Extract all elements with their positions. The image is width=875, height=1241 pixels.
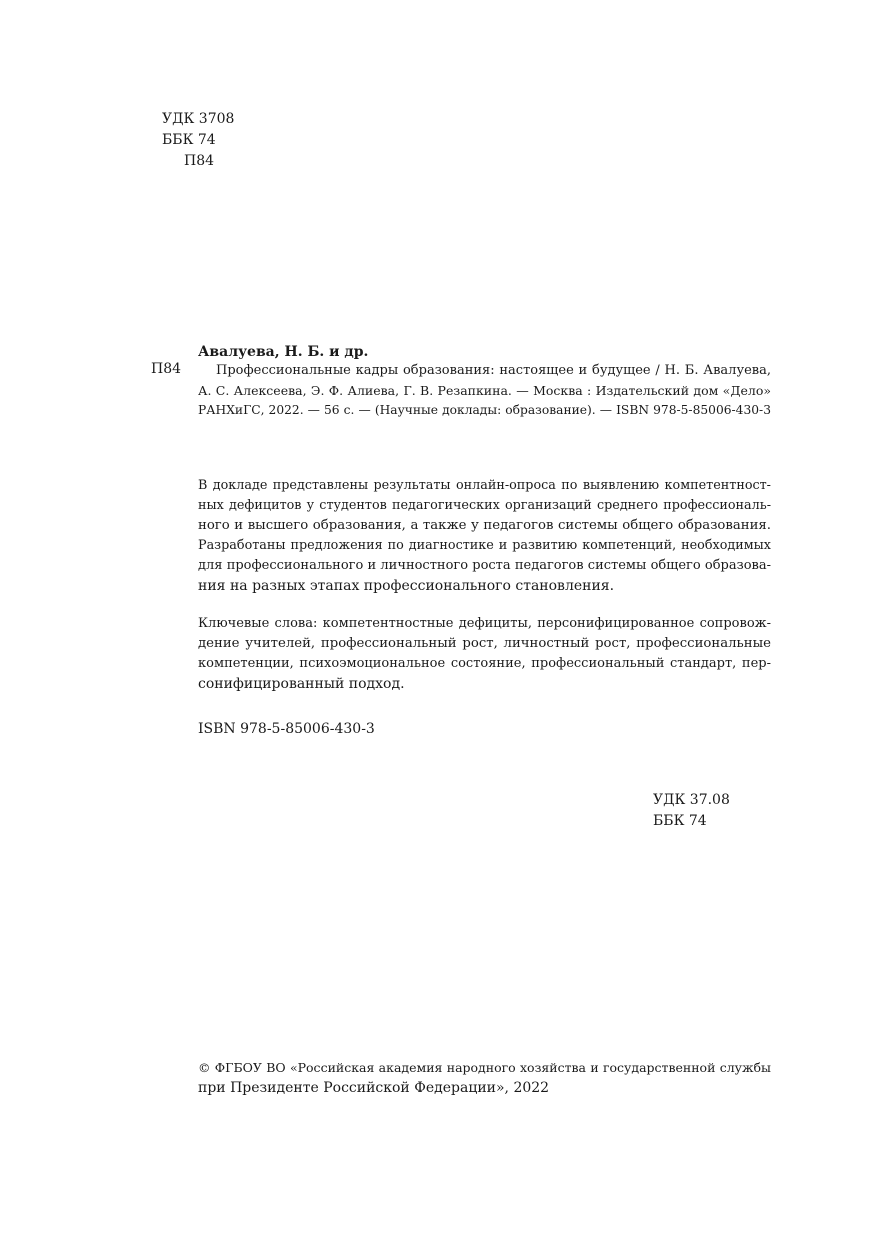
annotation-line: ния на разных этапах профессионального становления.: [198, 578, 615, 594]
isbn: ISBN 978-5-85006-430-3: [198, 721, 375, 737]
annotation-line: Разработаны предложения по диагностике и развитию компетенций, необходимых: [198, 538, 771, 553]
keywords-line: сонифицированный подход.: [198, 676, 405, 692]
annotation-line: ных дефицитов у студентов педагогических организаций среднего профессиональ-: [198, 498, 771, 513]
top-classification-codes: [162, 109, 234, 172]
bottom-classification-codes: [653, 790, 730, 832]
catalog-entry: [198, 344, 771, 426]
annotation-line: В докладе представлены результаты онлайн-опроса по выявлению компетентност-: [198, 478, 771, 493]
catalog-author: Авалуева, Н. Б. и др.: [198, 344, 369, 360]
annotation: [198, 478, 771, 598]
author-mark: П84: [184, 153, 215, 169]
keywords-line: Ключевые слова: компетентностные дефициты, персонифицированное сопровож-: [198, 616, 771, 631]
bbk-code: ББК 74: [162, 132, 216, 148]
catalog-line: РАНХиГС, 2022. — 56 с. — (Научные доклады: образование). — ISBN 978-5-85006-430-3: [198, 403, 771, 417]
catalog-line: Профессиональные кадры образования: настоящее и будущее / Н. Б. Авалуева,: [216, 363, 771, 378]
copyright-line: © ФГБОУ ВО «Российская академия народного хозяйства и государственной службы: [198, 1060, 771, 1075]
copyright-line: при Президенте Российской Федерации», 2022: [198, 1080, 550, 1096]
catalog-author-mark: П84: [151, 361, 182, 377]
keywords: [198, 616, 771, 696]
annotation-line: ного и высшего образования, а также у педагогов системы общего образования.: [198, 518, 771, 533]
copyright: [198, 1060, 771, 1100]
bbk-code: ББК 74: [653, 813, 707, 829]
catalog-line: А. С. Алексеева, Э. Ф. Алиева, Г. В. Резапкина. — Москва : Издательский дом «Дело»: [198, 383, 771, 398]
keywords-line: компетенции, психоэмоциональное состояние, профессиональный стандарт, пер-: [198, 656, 771, 671]
udk-code: УДК 37.08: [653, 792, 730, 808]
annotation-line: для профессионального и личностного роста педагогов системы общего образова-: [198, 558, 771, 573]
udk-code: УДК 3708: [162, 111, 235, 127]
keywords-line: дение учителей, профессиональный рост, личностный рост, профессиональные: [198, 636, 771, 651]
